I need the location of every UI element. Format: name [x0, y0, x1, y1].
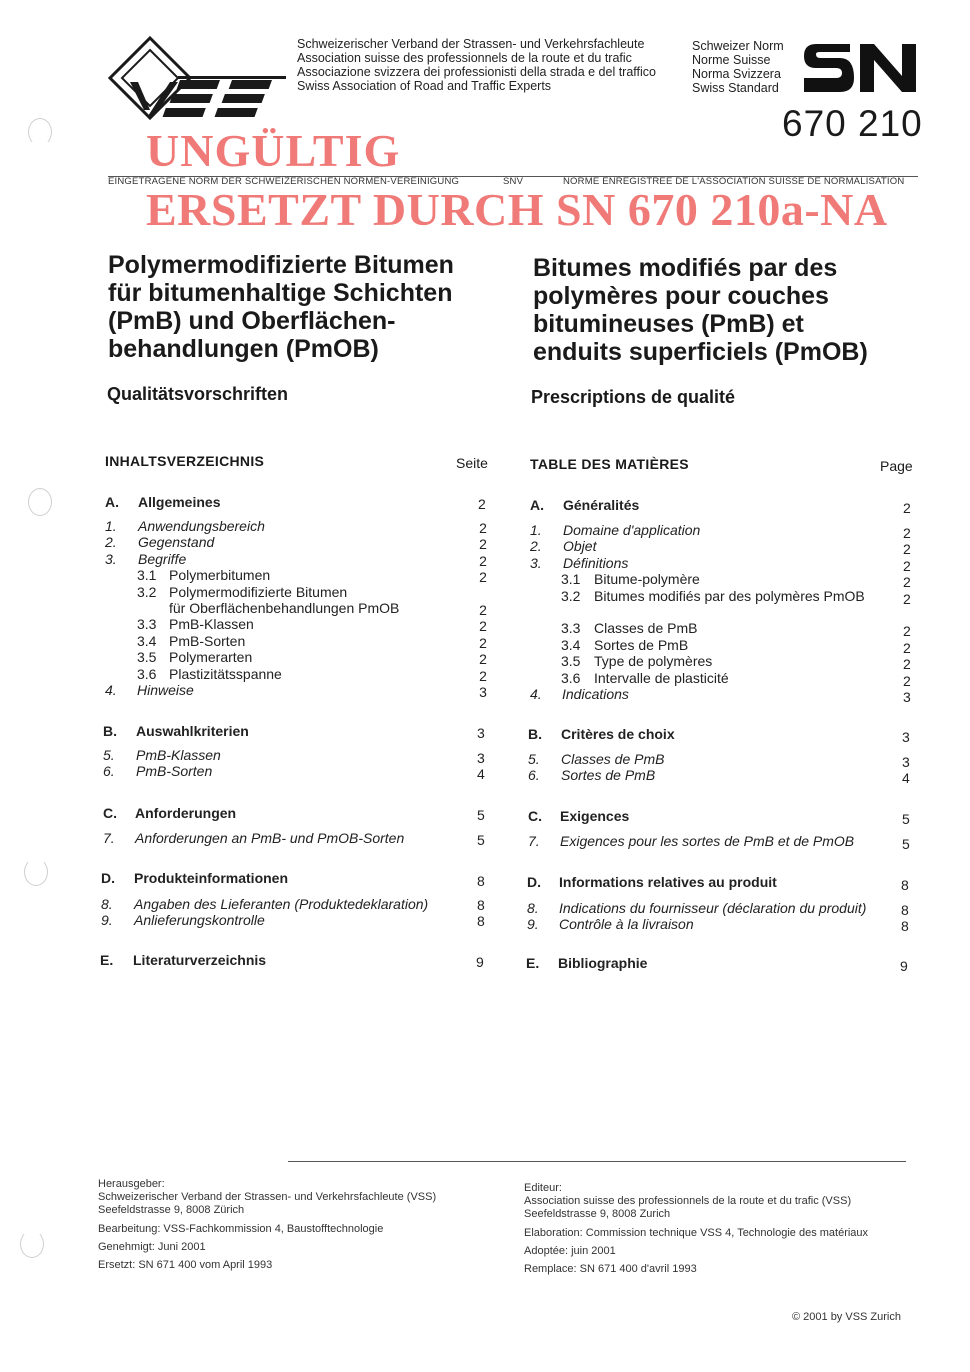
toc-de-entry[interactable]	[105, 534, 505, 553]
toc-de-entry[interactable]	[105, 616, 505, 635]
registered-de: EINGETRAGENE NORM DER SCHWEIZERISCHEN NORMEN-VEREINIGUNG	[108, 176, 460, 187]
toc-fr	[530, 497, 910, 702]
section-title: Produkteinformationen	[134, 870, 289, 886]
title-de	[108, 251, 454, 363]
publisher-address: Seefeldstrasse 9, 8008 Zürich	[98, 1204, 245, 1216]
entry-number: 5.	[103, 747, 115, 763]
association-en: Swiss Association of Road and Traffic Experts	[297, 79, 552, 93]
section-letter: B.	[528, 726, 542, 742]
publisher-org: Schweizerischer Verband der Strassen- und Verkehrsfachleute (VSS)	[98, 1191, 437, 1203]
section-letter: D.	[101, 870, 115, 886]
entry-text: Classes de PmB	[561, 751, 665, 767]
section-letter: E.	[100, 952, 114, 968]
entry-text: Plastizitätsspanne	[169, 665, 282, 682]
page-number: 2	[903, 557, 911, 574]
toc-fr-heading: TABLE DES MATIÈRES	[530, 456, 689, 472]
entry-number: 9.	[527, 916, 539, 933]
page-number: 3	[477, 725, 485, 741]
toc-fr-entry[interactable]	[528, 767, 908, 783]
toc-de-entry-continued[interactable]	[105, 599, 505, 619]
subtitle-de: Qualitätsvorschriften	[107, 384, 289, 404]
title-fr-line: enduits superficiels (PmOB)	[533, 338, 868, 366]
entry-number: 6.	[528, 767, 540, 784]
page-number: 3	[902, 754, 910, 770]
entry-number: 3.2	[561, 587, 581, 604]
entry-number: 6.	[103, 763, 115, 780]
publisher-address: Seefeldstrasse 9, 8008 Zurich	[524, 1208, 671, 1220]
page-number: 4	[902, 770, 910, 786]
toc-de-entry[interactable]	[105, 649, 505, 668]
toc-de-entry[interactable]	[105, 584, 505, 600]
entry-number: 3.6	[137, 665, 157, 682]
page-number: 9	[476, 954, 484, 970]
title-fr-line: Bitumes modifiés par des	[533, 254, 838, 282]
norm-name-it: Norma Svizzera	[692, 67, 781, 81]
entry-number: 3.1	[137, 567, 157, 584]
toc-fr-entry[interactable]	[530, 620, 910, 636]
title-fr	[533, 254, 868, 366]
page-number: 2	[903, 623, 911, 640]
entry-number: 2.	[530, 538, 542, 555]
toc-de-entry[interactable]	[103, 747, 503, 763]
toc-de	[105, 494, 505, 698]
title-de-line: (PmB) und Oberflächen-	[108, 307, 396, 335]
toc-de-section-c[interactable]	[103, 805, 503, 846]
page-number: 2	[479, 520, 487, 536]
toc-de-entry[interactable]	[105, 551, 505, 567]
section-title: Généralités	[563, 497, 640, 513]
toc-de-entry[interactable]	[105, 666, 505, 682]
toc-fr-section-c[interactable]	[528, 808, 908, 849]
association-de: Schweizerischer Verband der Strassen- und Verkehrsfachleute	[297, 37, 645, 51]
entry-text: Polymerbitumen	[169, 567, 271, 584]
toc-fr-entry[interactable]	[530, 555, 910, 571]
page-number: 2	[903, 525, 911, 541]
entry-text: Angaben des Lieferanten (Produktedeklaration)	[134, 896, 429, 912]
section-title: Literaturverzeichnis	[133, 952, 267, 968]
page-number: 2	[479, 536, 487, 553]
page-number: 2	[903, 500, 911, 516]
section-title: Informations relatives au produit	[559, 874, 777, 890]
entry-number: 1.	[530, 522, 542, 538]
section-title: Auswahlkriterien	[136, 723, 249, 739]
page-number: 8	[477, 873, 485, 889]
entry-text: Bitumes modifiés par des polymères PmOB	[594, 587, 865, 604]
publisher-label: Herausgeber:	[98, 1178, 165, 1190]
page-number: 2	[903, 656, 911, 673]
norm-name-fr: Norme Suisse	[692, 53, 771, 67]
page-number: 8	[477, 897, 485, 913]
toc-de-section-a[interactable]	[105, 494, 505, 514]
entry-text: Anforderungen an PmB- und PmOB-Sorten	[135, 830, 405, 846]
toc-de-heading: INHALTSVERZEICHNIS	[105, 453, 265, 469]
binder-hole-mark	[28, 488, 52, 516]
norm-names	[692, 39, 784, 95]
entry-text: Polymerarten	[169, 649, 253, 666]
entry-text: Anwendungsbereich	[138, 518, 265, 534]
copyright: © 2001 by VSS Zurich	[792, 1311, 901, 1323]
vss-logo	[108, 36, 290, 120]
page-number: 3	[902, 729, 910, 745]
section-letter: A.	[105, 494, 119, 510]
binder-hole-mark	[28, 118, 52, 146]
entry-text: Classes de PmB	[594, 620, 698, 637]
entry-text: PmB-Sorten	[136, 763, 213, 780]
page-number: 2	[903, 672, 911, 689]
binder-hole-mark	[24, 858, 48, 886]
entry-number: 8.	[101, 896, 113, 912]
entry-text: Domaine d'application	[563, 522, 701, 538]
publisher-label: Editeur:	[524, 1182, 562, 1194]
section-letter: A.	[530, 497, 544, 513]
section-letter: C.	[528, 808, 542, 824]
entry-text: Bitume-polymère	[594, 571, 700, 588]
replaced-stamp: ERSETZT DURCH SN 670 210a-NA	[146, 184, 888, 235]
toc-fr-section-e[interactable]	[526, 955, 906, 975]
toc-fr-pages-a	[903, 525, 911, 705]
entry-text: Sortes de PmB	[561, 767, 656, 784]
page-number: 2	[903, 541, 911, 558]
page-number: 3	[903, 689, 911, 706]
section-title: Exigences	[560, 808, 630, 824]
entry-text: Définitions	[563, 554, 629, 571]
page-number: 2	[479, 618, 487, 635]
toc-fr-entry[interactable]	[530, 653, 910, 669]
entry-number: 3.4	[137, 632, 157, 649]
association-it: Associazione svizzera dei professionisti della strada e del traffico	[297, 65, 656, 79]
title-de-line: für bitumenhaltige Schichten	[108, 279, 453, 307]
entry-text: Indications	[562, 685, 629, 702]
toc-fr-entry[interactable]	[530, 637, 910, 653]
entry-number: 3.3	[561, 620, 581, 637]
entry-text: Intervalle de plasticité	[594, 669, 729, 686]
page-number: 9	[900, 958, 908, 974]
section-title: Allgemeines	[138, 494, 221, 510]
page-number: 4	[477, 766, 485, 782]
toc-fr-section-b[interactable]	[528, 726, 908, 784]
entry-number: 1.	[105, 518, 117, 534]
page-number: 2	[478, 496, 486, 512]
entry-number: 8.	[527, 900, 539, 916]
snv-label: SNV	[503, 176, 524, 187]
entry-number: 3.	[105, 550, 117, 567]
association-fr: Association suisse des professionnels de la route et du trafic	[297, 51, 632, 65]
entry-text: Hinweise	[137, 681, 194, 698]
page-number: 5	[902, 836, 910, 852]
entry-number: 3.5	[561, 653, 581, 670]
editing-info: Bearbeitung: VSS-Fachkommission 4, Baustofftechnologie	[98, 1223, 384, 1235]
toc-de-entry[interactable]	[101, 896, 501, 912]
toc-de-section-b[interactable]	[103, 723, 503, 780]
entry-text: Contrôle à la livraison	[559, 916, 694, 933]
page-number: 3	[477, 750, 485, 766]
section-letter: D.	[527, 874, 541, 890]
entry-number: 3.6	[561, 669, 581, 686]
toc-fr-section-a[interactable]	[530, 497, 910, 517]
approval-date: Adoptée: juin 2001	[524, 1245, 616, 1257]
norm-number: 670 210	[782, 103, 923, 144]
entry-text: PmB-Klassen	[136, 747, 221, 763]
entry-number: 3.3	[137, 616, 157, 633]
entry-number: 3.	[530, 554, 542, 571]
title-de-line: behandlungen (PmOB)	[108, 335, 379, 363]
entry-number: 7.	[528, 833, 540, 849]
footer-fr	[524, 1182, 868, 1276]
page-number: 2	[903, 639, 911, 656]
entry-text: Anlieferungskontrolle	[134, 912, 265, 929]
toc-fr-entry[interactable]	[528, 751, 908, 767]
entry-text: Gegenstand	[138, 534, 215, 551]
entry-text: PmB-Klassen	[169, 616, 254, 633]
toc-de-entry[interactable]	[103, 830, 503, 846]
toc-fr-entry[interactable]	[527, 900, 907, 916]
toc-fr-entry[interactable]	[530, 571, 910, 587]
replaces-info: Ersetzt: SN 671 400 vom April 1993	[98, 1259, 273, 1271]
page-number: 8	[901, 902, 909, 918]
page-number: 2	[479, 602, 487, 619]
section-title: Anforderungen	[135, 805, 237, 821]
binder-hole-mark	[20, 1230, 44, 1258]
registered-fr: NORME ENREGISTREE DE L'ASSOCIATION SUISSE DE NORMALISATION	[563, 176, 905, 187]
page-number: 5	[902, 811, 910, 827]
entry-text: Begriffe	[138, 550, 187, 567]
toc-de-entry[interactable]	[103, 763, 503, 779]
entry-text: Sortes de PmB	[594, 636, 689, 653]
section-letter: B.	[103, 723, 117, 739]
title-fr-line: polymères pour couches	[533, 282, 829, 310]
replaces-info: Remplace: SN 671 400 d'avril 1993	[524, 1263, 697, 1275]
entry-number: 2.	[105, 534, 117, 551]
entry-number: 3.2	[137, 583, 157, 600]
toc-de-entry[interactable]	[101, 912, 501, 928]
page-number: 8	[477, 913, 485, 929]
toc-de-section-e[interactable]	[100, 952, 500, 972]
page-number: 8	[901, 918, 909, 934]
page-number: 8	[901, 877, 909, 893]
page-number: 2	[903, 574, 911, 591]
section-letter: C.	[103, 805, 117, 821]
title-de-line: Polymermodifizierte Bitumen	[108, 251, 454, 279]
toc-de-pages-a	[478, 520, 488, 700]
toc-fr-entry[interactable]	[530, 686, 910, 702]
subtitle-fr: Prescriptions de qualité	[531, 387, 736, 407]
section-title: Bibliographie	[558, 955, 648, 971]
toc-de-entry[interactable]	[105, 567, 505, 586]
entry-text: Objet	[563, 538, 597, 555]
footer-divider	[288, 1161, 906, 1162]
norm-name-de: Schweizer Norm	[692, 39, 784, 53]
entry-number: 3.5	[137, 649, 157, 666]
entry-text: Indications du fournisseur (déclaration du produit)	[559, 900, 867, 916]
page-number: 2	[479, 634, 487, 651]
page-number: 3	[479, 684, 487, 701]
norm-name-en: Swiss Standard	[692, 81, 779, 95]
toc-de-section-d[interactable]	[101, 870, 501, 929]
toc-fr-entry[interactable]	[530, 538, 910, 554]
entry-number: 7.	[103, 830, 115, 846]
entry-number: 9.	[101, 912, 113, 929]
invalid-stamp: UNGÜLTIG	[146, 125, 401, 176]
entry-number: 3.1	[561, 571, 581, 588]
toc-fr-entry[interactable]	[530, 588, 910, 604]
toc-de-entry[interactable]	[105, 681, 505, 701]
toc-de-page-label: Seite	[456, 455, 488, 471]
page-number: 5	[477, 832, 485, 848]
editing-info: Elaboration: Commission technique VSS 4, Technologie des matériaux	[524, 1227, 869, 1239]
page-number: 5	[477, 807, 485, 823]
sn-logo	[802, 42, 918, 94]
entry-text: PmB-Sorten	[169, 632, 246, 649]
toc-fr-page-label: Page	[880, 458, 913, 474]
entry-text: für Oberflächenbehandlungen PmOB	[169, 599, 400, 616]
toc-fr-spacer	[530, 604, 910, 620]
title-fr-line: bitumineuses (PmB) et	[533, 310, 804, 338]
toc-fr-entry[interactable]	[527, 916, 907, 932]
entry-number: 4.	[530, 685, 542, 702]
entry-number: 4.	[105, 681, 117, 698]
entry-text: Exigences pour les sortes de PmB et de PmOB	[560, 833, 855, 849]
toc-fr-section-d[interactable]	[527, 874, 907, 933]
toc-de-entry[interactable]	[105, 518, 505, 534]
entry-number: 5.	[528, 751, 540, 767]
section-title: Critères de choix	[561, 726, 675, 742]
page-number: 2	[479, 651, 487, 668]
association-names	[297, 37, 656, 93]
page-number: 2	[903, 590, 911, 607]
approval-date: Genehmigt: Juni 2001	[98, 1241, 206, 1253]
entry-text: Type de polymères	[594, 653, 713, 670]
footer-de	[98, 1178, 436, 1272]
toc-fr-entry[interactable]	[530, 670, 910, 686]
publisher-org: Association suisse des professionnels de la route et du trafic (VSS)	[524, 1195, 852, 1207]
entry-text: Polymermodifizierte Bitumen	[169, 583, 348, 600]
page-number: 2	[479, 552, 487, 569]
section-letter: E.	[526, 955, 540, 971]
toc-fr-entry[interactable]	[528, 833, 908, 849]
toc-de-entry[interactable]	[105, 633, 505, 649]
page-number: 2	[479, 569, 487, 586]
page-number: 2	[479, 667, 487, 684]
entry-number: 3.4	[561, 636, 581, 653]
toc-fr-entry[interactable]	[530, 522, 910, 538]
